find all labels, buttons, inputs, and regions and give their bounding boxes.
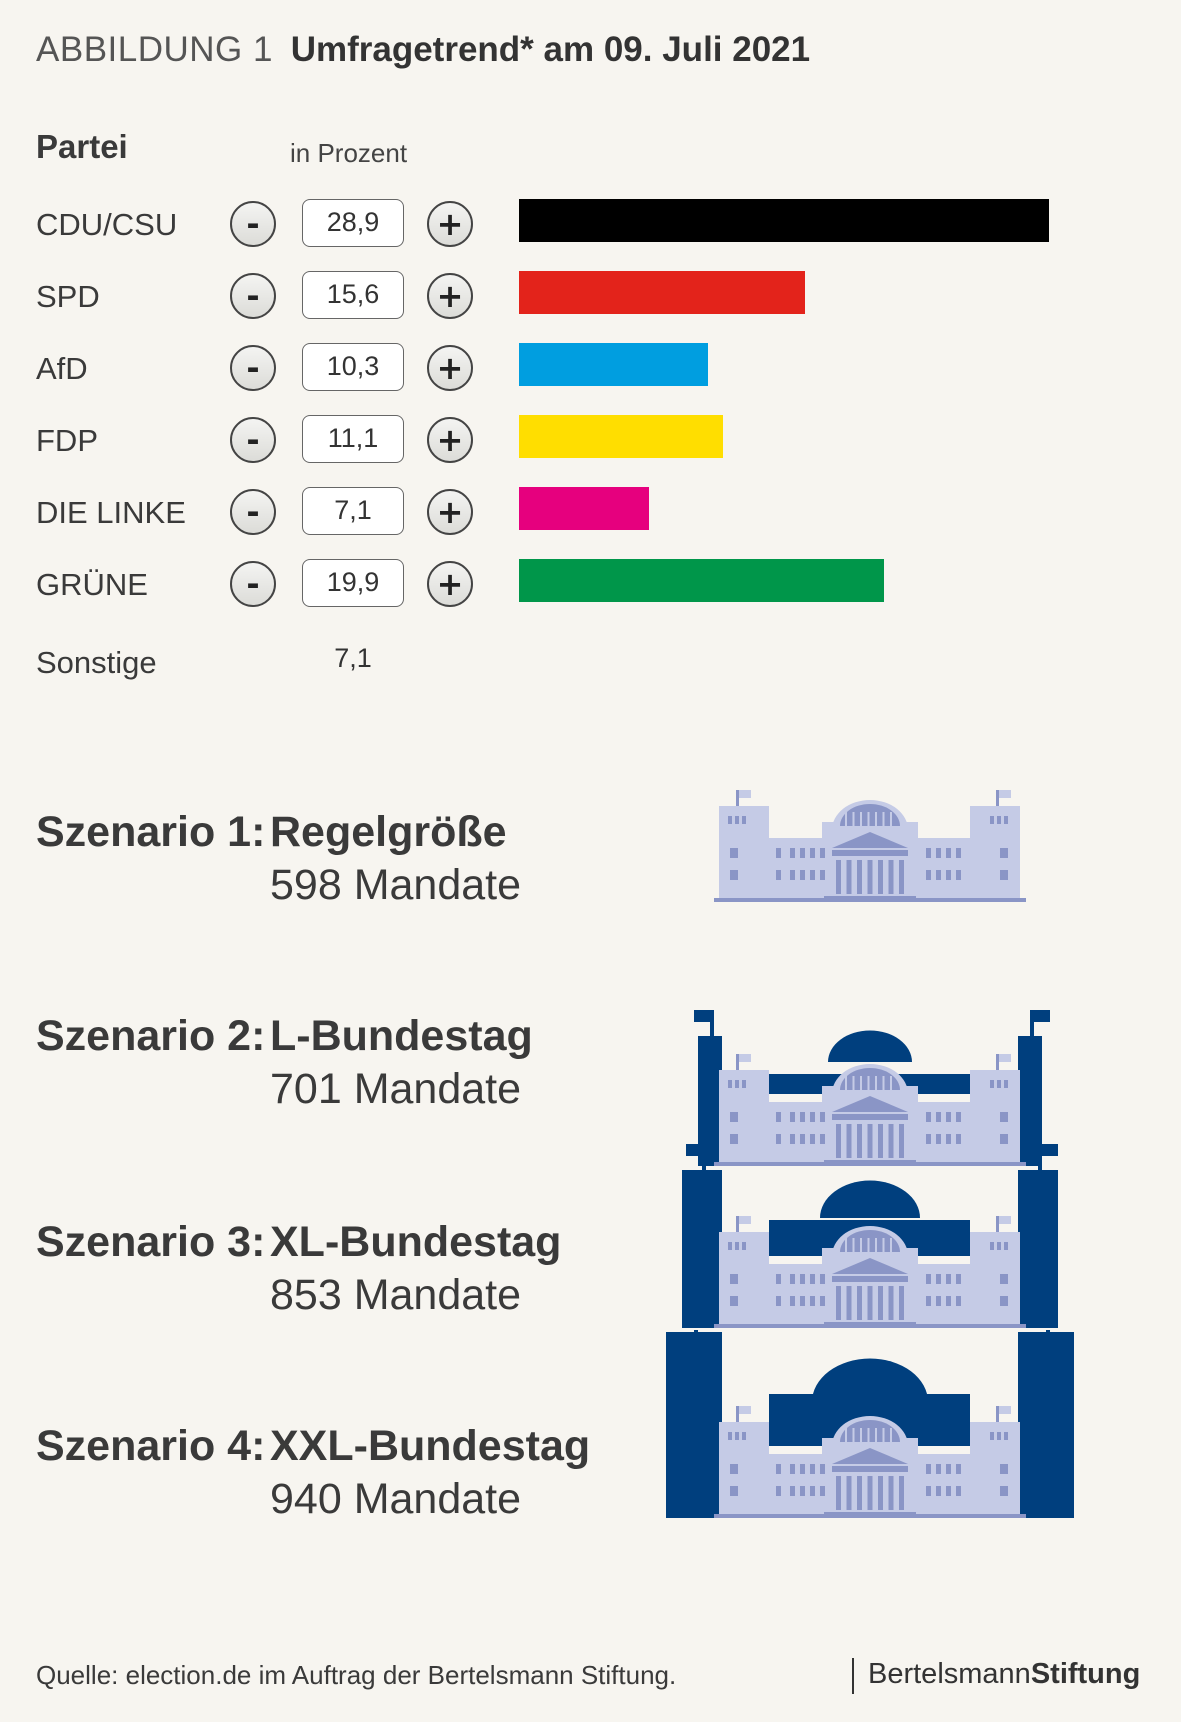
scenario-number: Szenario 3:: [36, 1218, 266, 1266]
scenario-label: [36, 808, 636, 857]
increase-button[interactable]: +: [427, 201, 473, 247]
party-name: AfD: [36, 351, 88, 386]
increase-button[interactable]: +: [427, 273, 473, 319]
party-row: [0, 197, 1181, 259]
decrease-button[interactable]: -: [230, 561, 276, 607]
scenario-seats: 598 Mandate: [270, 861, 522, 909]
decrease-button[interactable]: -: [230, 273, 276, 319]
reichstag-building-icon: [714, 786, 1026, 911]
figure-kicker: ABBILDUNG 1: [36, 30, 273, 69]
decrease-button[interactable]: -: [230, 201, 276, 247]
scenario-label: [36, 1422, 636, 1471]
brand-light: Bertelsmann: [868, 1658, 1031, 1690]
party-row: [0, 557, 1181, 619]
scenario-block: [36, 808, 636, 910]
percent-input[interactable]: 28,9: [302, 199, 404, 247]
decrease-button[interactable]: -: [230, 489, 276, 535]
reichstag-building-icon: [630, 1330, 1110, 1523]
scenario-name: L-Bundestag: [270, 1012, 533, 1060]
bertelsmann-stiftung-logo: [852, 1658, 1140, 1694]
party-bar: [519, 415, 723, 458]
party-bar: [519, 559, 884, 602]
party-name-others: Sonstige: [36, 645, 157, 680]
source-note: Quelle: election.de im Auftrag der Bertelsmann Stiftung.: [36, 1660, 677, 1690]
increase-button[interactable]: +: [427, 417, 473, 463]
party-name: DIE LINKE: [36, 495, 186, 530]
increase-button[interactable]: +: [427, 561, 473, 607]
party-column-header: Partei: [36, 128, 128, 165]
scenario-number: Szenario 4:: [36, 1422, 266, 1470]
scenario-name: XXL-Bundestag: [270, 1422, 591, 1470]
party-row: [0, 269, 1181, 331]
brand-bold: Stiftung: [1030, 1658, 1141, 1690]
scenario-label: [36, 1218, 636, 1267]
party-row: [0, 341, 1181, 403]
party-row: [0, 413, 1181, 475]
party-name: FDP: [36, 423, 98, 458]
chart-header: [36, 30, 810, 70]
scenario-seats: 701 Mandate: [270, 1065, 522, 1113]
scenario-block: [36, 1422, 636, 1524]
decrease-button[interactable]: -: [230, 345, 276, 391]
party-bar: [519, 343, 708, 386]
percent-input[interactable]: 7,1: [302, 487, 404, 535]
decrease-button[interactable]: -: [230, 417, 276, 463]
reichstag-building-icon: [650, 1140, 1090, 1333]
scenario-number: Szenario 1:: [36, 808, 266, 856]
scenario-label: [36, 1012, 636, 1061]
percent-input[interactable]: 11,1: [302, 415, 404, 463]
scenario-number: Szenario 2:: [36, 1012, 266, 1060]
party-bar: [519, 487, 649, 530]
scenario-name: XL-Bundestag: [270, 1218, 562, 1266]
scenario-block: [36, 1218, 636, 1320]
scenario-seats: 940 Mandate: [270, 1475, 522, 1523]
party-name: GRÜNE: [36, 567, 148, 602]
percent-input[interactable]: 10,3: [302, 343, 404, 391]
party-bar: [519, 199, 1049, 242]
party-row: [0, 485, 1181, 547]
party-name: SPD: [36, 279, 100, 314]
party-bar: [519, 271, 805, 314]
figure-title: Umfragetrend* am 09. Juli 2021: [290, 30, 811, 69]
others-row: [0, 635, 1181, 697]
party-name: CDU/CSU: [36, 207, 178, 242]
unit-column-header: in Prozent: [290, 138, 408, 168]
increase-button[interactable]: +: [427, 489, 473, 535]
percent-input[interactable]: 19,9: [302, 559, 404, 607]
scenario-block: [36, 1012, 636, 1114]
scenario-seats: 853 Mandate: [270, 1271, 522, 1319]
others-value: 7,1: [334, 643, 372, 673]
percent-input[interactable]: 15,6: [302, 271, 404, 319]
scenario-name: Regelgröße: [270, 808, 507, 856]
increase-button[interactable]: +: [427, 345, 473, 391]
